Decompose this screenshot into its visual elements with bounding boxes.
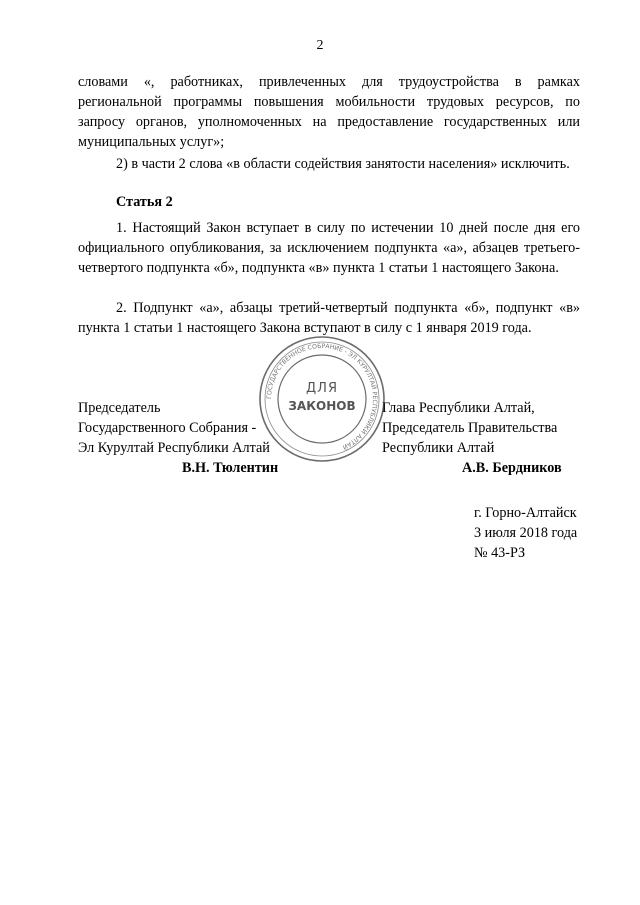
footer-city: г. Горно-Алтайск xyxy=(474,505,577,521)
document-footer xyxy=(474,503,577,563)
stamp-text-bottom: ЗАКОНОВ xyxy=(288,399,356,413)
article-paragraph-1 xyxy=(78,218,580,278)
signature-right-title-3: Республики Алтай xyxy=(382,440,495,456)
paragraph-text: 2) в части 2 слова «в области содействия занятости населения» исключить. xyxy=(116,156,570,172)
article-heading: Статья 2 xyxy=(116,194,173,210)
signature-left xyxy=(78,398,278,478)
paragraph-item-2 xyxy=(78,154,580,174)
paragraph-text: словами «, работниках, привлеченных для трудоустройства в рамках региональной программы повышения мобильности трудовых ресурсов, по запросу органов, уполномоченных на предоставление государственных или муниципальных услуг»; xyxy=(78,74,580,150)
signature-left-name: В.Н. Тюлентин xyxy=(182,460,279,476)
stamp-ring-text: ГОСУДАРСТВЕННОЕ СОБРАНИЕ - ЭЛ КУРУЛТАЙ РЕСПУБЛИКИ АЛТАЙ xyxy=(265,342,379,451)
footer-date: 3 июля 2018 года xyxy=(474,525,578,541)
stamp-text-top: ДЛЯ xyxy=(306,381,338,396)
article-paragraph-2 xyxy=(78,298,580,338)
paragraph-text: 1. Настоящий Закон вступает в силу по истечении 10 дней после дня его официального опубликования, за исключением подпункта «а», абзацев третьего-четвертого подпункта «б», подпункта «в» пункта 1 статьи 1 настоящего Закона. xyxy=(78,220,580,276)
signature-right-title-1: Глава Республики Алтай, xyxy=(382,400,535,416)
signature-right xyxy=(382,398,562,478)
signature-left-title-1: Председатель xyxy=(78,400,161,416)
paragraph-continuation xyxy=(78,72,580,152)
paragraph-text: 2. Подпункт «а», абзацы третий-четвертый подпункта «б», подпункт «в» пункта 1 статьи 1 настоящего Закона вступают в силу с 1 января 2019 года. xyxy=(78,300,580,336)
page-number: 2 xyxy=(316,38,324,53)
signature-left-title-2: Государственного Собрания - xyxy=(78,420,257,436)
signature-right-name: А.В. Бердников xyxy=(462,460,562,476)
signature-left-title-3: Эл Курултай Республики Алтай xyxy=(78,440,270,456)
signature-right-title-2: Председатель Правительства xyxy=(382,420,558,436)
footer-number: № 43-РЗ xyxy=(474,545,526,561)
